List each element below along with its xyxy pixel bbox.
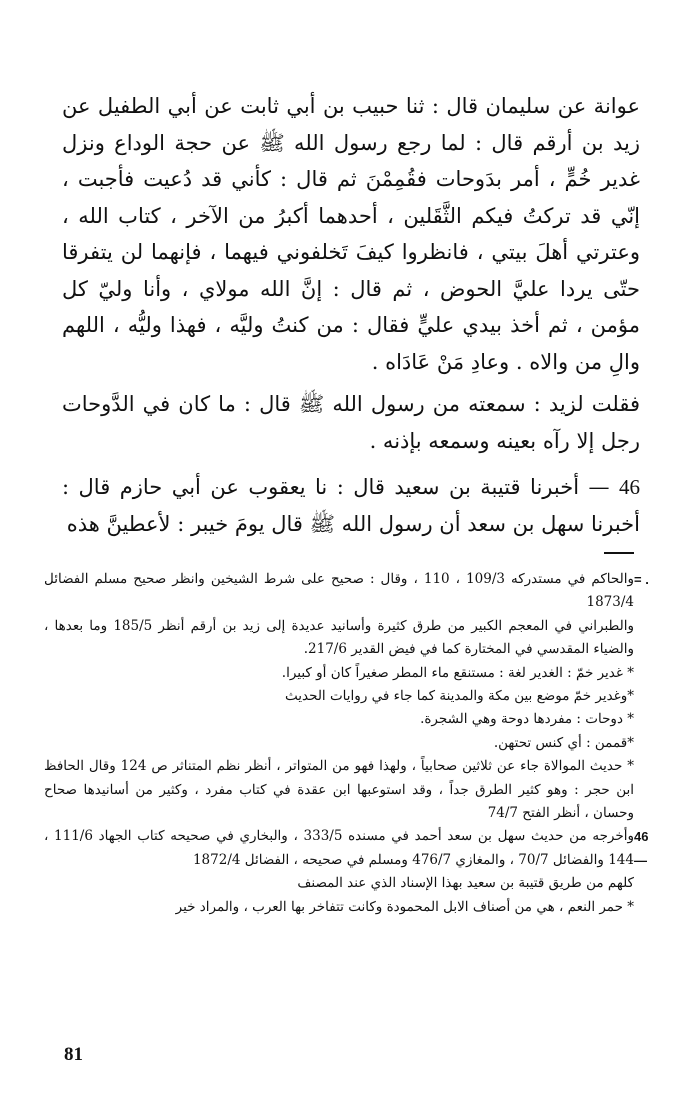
footnote-text: والحاكم في مستدركه 109/3 ، 110 ، وقال : صحيح على شرط الشيخين وانظر صحيح مسلم الفضائل 1873/4	[44, 571, 634, 611]
footnote-text: * غدير خمّ : الغدير لغة : مستنقع ماء المطر صغيراً كان أو كبيرا.	[281, 664, 634, 681]
footnotes	[44, 568, 649, 919]
hadith-number: 46	[618, 475, 640, 499]
footnote-text: والطبراني في المعجم الكبير من طرق كثيرة وأسانيد عديدة إلى زيد بن أرقم أنظر 185/5 وما بعدها ، والضياء المقدسي في المختارة كما في فيض القدير 217/6.	[44, 617, 634, 658]
footnote-text: كلهم من طريق قتيبة بن سعيد بهذا الإسناد الذي عند المصنف	[297, 875, 634, 892]
footnote-text: *وغدير خمّ موضع بين مكة والمدينة كما جاء في روايات الحديث	[285, 688, 634, 705]
footnote-text: * حمر النعم ، هي من أصناف الابل المحمودة وكانت تتفاخر بها العرب ، والمراد خير	[175, 898, 634, 915]
paragraph-3	[62, 469, 640, 542]
footnote-item	[44, 708, 634, 731]
footnote-text: وأخرجه من حديث سهل بن سعد أحمد في مسنده 333/5 ، والبخاري في صحيحه كتاب الجهاد 111/6 ، 144 والفضائل 70/7 ، والمغازي 476/7 ومسلم في صحيحه ، الفضائل 1872/4	[44, 828, 634, 868]
footnote-item	[44, 825, 649, 872]
main-text	[62, 88, 640, 542]
footnote-text: * حديث الموالاة جاء عن ثلاثين صحابياً ، ولهذا فهو من المتواتر ، أنظر نظم المتناثر ص 124 وقال الحافظ ابن حجر : وهو كثير الطرق جداً ، وقد استوعبها ابن عقدة في كتاب مفرد ، وكثير من أسانيدها صحاح وحسان ، أنظر الفتح 74/7	[44, 758, 635, 822]
footnote-separator	[604, 552, 634, 554]
footnote-item	[44, 872, 634, 895]
paragraph-1: عوانة عن سليمان قال : ثنا حبيب بن أبي ثابت عن أبي الطفيل عن زيد بن أرقم قال : لما رجع رسول الله ﷺ عن حجة الوداع ونزل غدير خُمٍّ ، أمر بدَوحات فقُمِمْنَ ثم قال : كأني قد دُعيت فأجبت ، إنّي قد تركتُ فيكم الثَّقَلين ، أحدهما أكبرُ من الآخر ، كتاب الله ، وعترتي أهلَ بيتي ، فانظروا كيفَ تَخلفوني فيهما ، فإنهما لن يتفرقا حتّى يردا عليَّ الحوض ، ثم قال : إنَّ الله مولاي ، وأنا وليّ كل مؤمن ، ثم أخذ بيدي عليٍّ فقال : من كنتُ وليَّه ، فهذا وليُّه ، اللهم والِ من والاه . وعادِ مَنْ عَادَاه .	[62, 94, 640, 374]
paragraph-3-text: — أخبرنا قتيبة بن سعيد قال : نا يعقوب عن أبي حازم قال : أخبرنا سهل بن سعد أن رسول الله ﷺ قال يومَ خيبر : لأعطينَّ هذه	[62, 475, 640, 536]
paragraph-2: فقلت لزيد : سمعته من رسول الله ﷺ قال : ما كان في الدَّوحات رجل إلا رآه بعينه وسمعه بإذنه .	[62, 392, 640, 453]
footnote-item	[44, 755, 634, 825]
footnote-item	[44, 685, 634, 708]
footnote-text: *قممن : أي كنس تحتهن.	[493, 734, 634, 751]
footnote-mark: = .	[634, 572, 649, 587]
footnote-item	[44, 615, 634, 662]
footnote-mark: 46 —	[634, 829, 649, 868]
footnote-item	[44, 662, 634, 685]
footnote-item	[44, 896, 634, 919]
footnote-item	[44, 568, 649, 615]
footnote-item	[44, 732, 634, 755]
footnote-text: * دوحات : مفردها دوحة وهي الشجرة.	[420, 711, 634, 728]
page-number: 81	[64, 1044, 83, 1065]
